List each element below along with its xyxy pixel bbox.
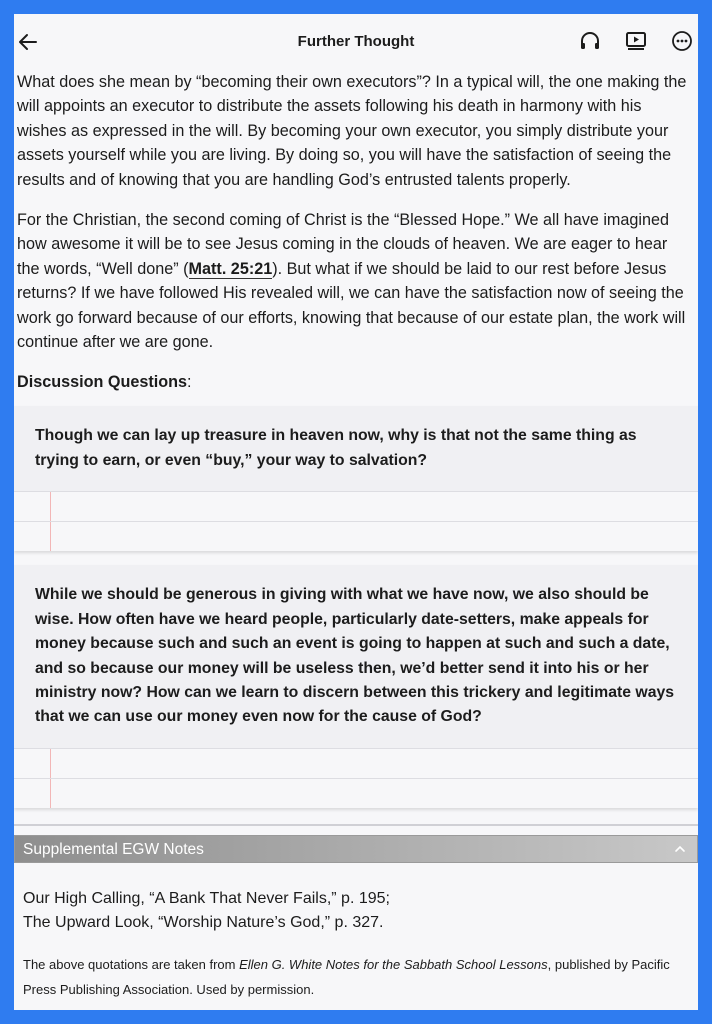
answer-line[interactable] bbox=[14, 491, 698, 521]
headphones-icon[interactable] bbox=[578, 29, 602, 53]
discussion-colon: : bbox=[187, 373, 192, 392]
top-bar bbox=[14, 14, 698, 70]
credit-book-title: Ellen G. White Notes for the Sabbath School Lessons bbox=[239, 956, 548, 972]
note-item: Our High Calling, “A Bank That Never Fails,” p. 195; bbox=[23, 889, 390, 907]
supplemental-notes-list bbox=[17, 863, 694, 936]
answer-area[interactable] bbox=[14, 491, 698, 551]
more-icon[interactable] bbox=[670, 29, 694, 53]
paragraph-text-start: For the Christian, the second coming of Christ is the “Blessed Hope.” We all have imagined how awesome it will be to see Jesus coming in the clouds of heaven. We are eager to hear the words, “Well done” ( bbox=[17, 211, 670, 278]
note-item: The Upward Look, “Worship Nature’s God,” p. 327. bbox=[23, 914, 384, 932]
answer-line[interactable] bbox=[14, 748, 698, 778]
video-icon[interactable] bbox=[624, 29, 648, 53]
answer-line[interactable] bbox=[14, 778, 698, 808]
paragraph-executors: What does she mean by “becoming their own executors”? In a typical will, the one making the will appoints an executor to distribute the assets following his death in harmony with his wishes as expressed in the will. By becoming your own executor, you simply distribute your assets yourself while you are living. By doing so, you will have the satisfaction of seeing the results and of knowing that you are handling God’s entrusted talents properly. bbox=[17, 73, 687, 189]
lesson-content bbox=[14, 70, 698, 1002]
supplemental-title: Supplemental EGW Notes bbox=[23, 840, 204, 858]
discussion-label: Discussion Questions bbox=[17, 373, 188, 392]
credit-text-start: The above quotations are taken from bbox=[23, 956, 240, 972]
answer-area[interactable] bbox=[14, 748, 698, 808]
paragraph-text-end: ). But what if we should be laid to our rest before Jesus returns? If we have followed His revealed will, we can have the satisfaction now of seeing the work go forward because of our efforts, knowing that because of our estate plan, the work will continue after we are gone. bbox=[17, 259, 686, 352]
credit-text-end: , published by Pacific Press Publishing Association. Used by permission. bbox=[23, 956, 670, 997]
credit-note bbox=[17, 936, 694, 1002]
chevron-up-icon[interactable] bbox=[673, 842, 687, 856]
page-title: Further Thought bbox=[297, 33, 415, 50]
question-card bbox=[14, 565, 698, 807]
section-divider bbox=[14, 824, 698, 826]
bible-reference-link[interactable]: Matt. 25:21 bbox=[188, 259, 273, 278]
discussion-questions-heading bbox=[17, 370, 694, 394]
question-text: While we should be generous in giving with what we have now, we also should be wise. How often have we heard people, particularly date-setters, make appeals for money because such and such an event is going to happen at such and such a date, and so because our money will be useless then, we’d better send it into his or her ministry now? How can we learn to discern between this trickery and legitimate ways that we can use our money even now for the cause of God? bbox=[35, 586, 675, 726]
answer-line[interactable] bbox=[14, 521, 698, 551]
question-card bbox=[14, 406, 698, 551]
paragraph-blessed-hope bbox=[17, 208, 694, 354]
question-text: Though we can lay up treasure in heaven now, why is that not the same thing as trying to earn, or even “buy,” your way to salvation? bbox=[35, 427, 637, 469]
app-frame bbox=[14, 14, 698, 1010]
supplemental-notes-header[interactable] bbox=[14, 835, 698, 863]
